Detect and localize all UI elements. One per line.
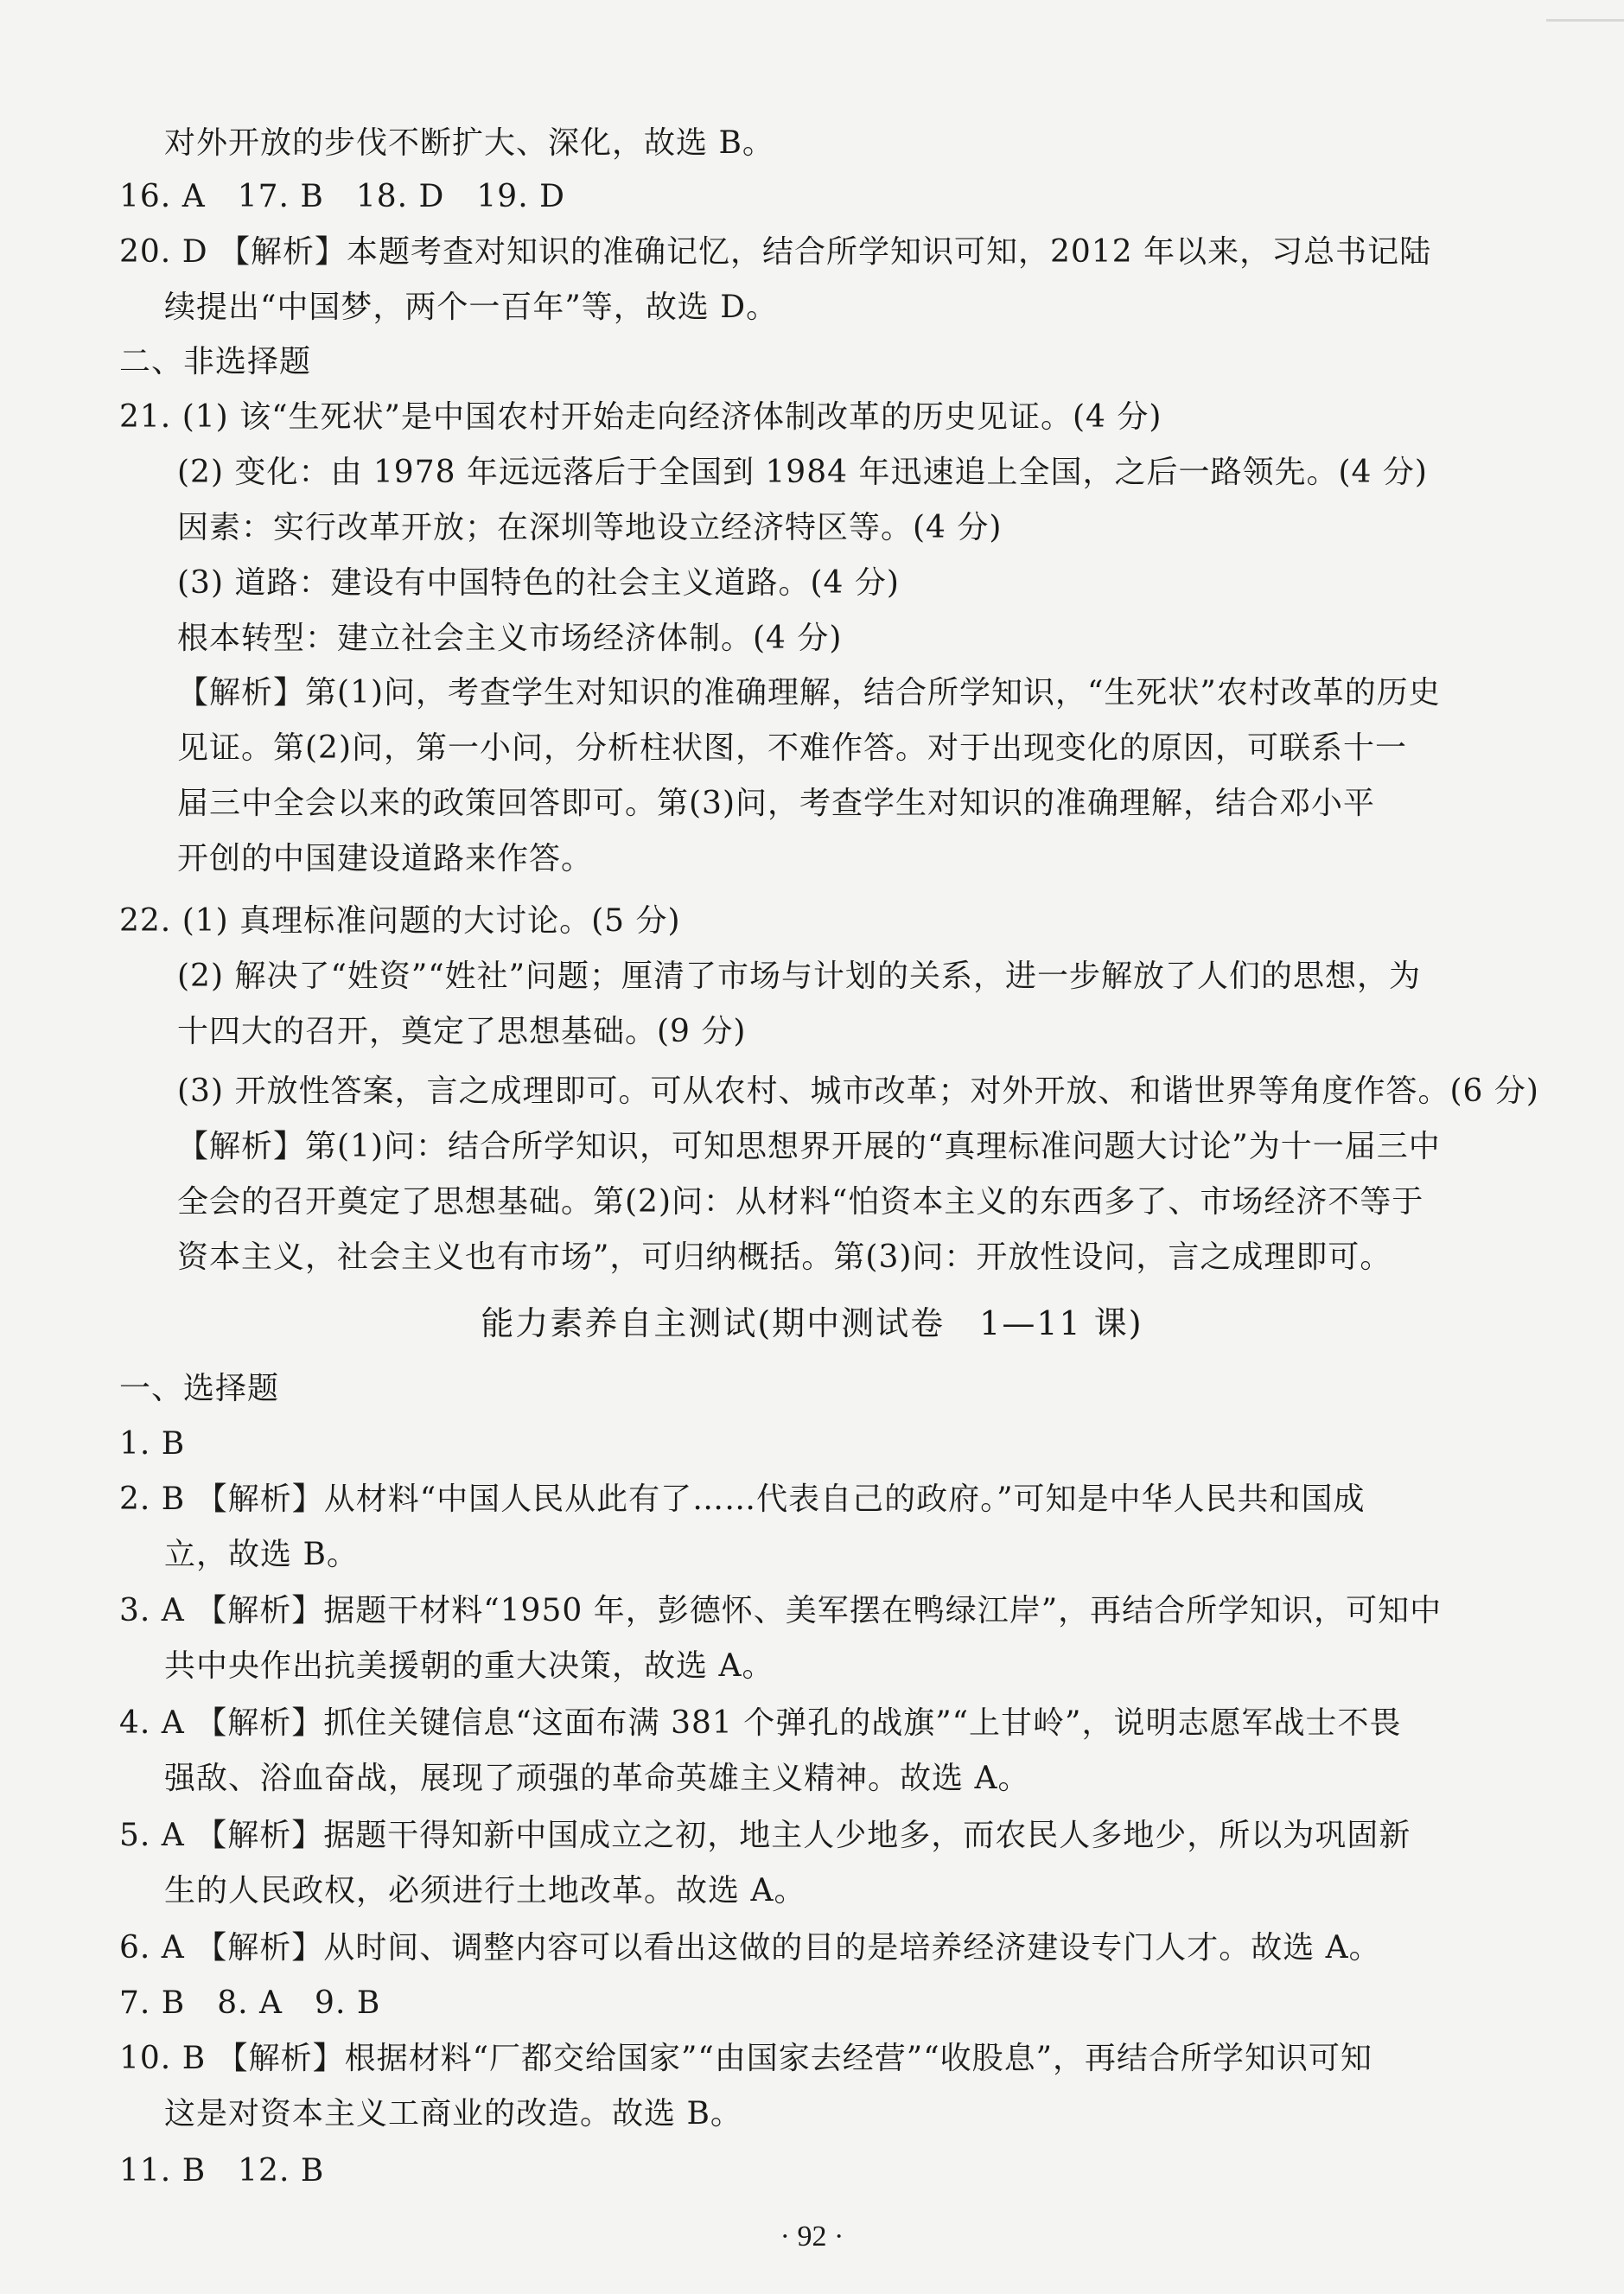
answer-line: 5. A 【解析】据题干得知新中国成立之初，地主人少地多，而农民人多地少，所以为巩固新: [119, 1818, 1411, 1853]
analysis-line: 【解析】第(1)问：结合所学知识，可知思想界开展的“真理标准问题大讨论”为十一届三中: [177, 1129, 1441, 1164]
answer-line: 21. (1) 该“生死状”是中国农村开始走向经济体制改革的历史见证。(4 分): [119, 399, 1162, 435]
analysis-line: 届三中全会以来的政策回答即可。第(3)问，考查学生对知识的准确理解，结合邓小平: [177, 786, 1375, 821]
analysis-line: 【解析】第(1)问，考查学生对知识的准确理解，结合所学知识，“生死状”农村改革的历史: [177, 675, 1441, 711]
answer-line: 3. A 【解析】据题干材料“1950 年，彭德怀、美军摆在鸭绿江岸”，再结合所学知识，可知中: [119, 1593, 1442, 1628]
answer-line: 对外开放的步伐不断扩大、深化，故选 B。: [164, 125, 774, 161]
answer-line: 强敌、浴血奋战，展现了顽强的革命英雄主义精神。故选 A。: [164, 1761, 1030, 1796]
analysis-line: 见证。第(2)问，第一小问，分析柱状图，不难作答。对于出现变化的原因，可联系十一: [177, 730, 1407, 766]
answer-line: (2) 变化：由 1978 年远远落后于全国到 1984 年迅速追上全国，之后一路领先。(4 分): [177, 455, 1428, 490]
answer-line: 22. (1) 真理标准问题的大讨论。(5 分): [119, 903, 681, 939]
answer-line: 7. B 8. A 9. B: [119, 1985, 381, 2021]
page-number: · 92 ·: [780, 2221, 844, 2253]
answer-line: 立，故选 B。: [164, 1537, 359, 1572]
scan-edge-mark: [1546, 19, 1624, 22]
answer-line: 11. B 12. B: [119, 2153, 325, 2189]
answer-line: 这是对资本主义工商业的改造。故选 B。: [164, 2096, 742, 2132]
answer-line: 4. A 【解析】抓住关键信息“这面布满 381 个弹孔的战旗”“上甘岭”，说明志愿军战士不畏: [119, 1705, 1402, 1741]
section-heading: 一、选择题: [119, 1371, 280, 1406]
answer-line: 10. B 【解析】根据材料“厂都交给国家”“由国家去经营”“收股息”，再结合所学知识可知: [119, 2041, 1373, 2076]
analysis-line: 全会的召开奠定了思想基础。第(2)问：从材料“怕资本主义的东西多了、市场经济不等于: [177, 1184, 1424, 1220]
answer-line: 1. B: [119, 1426, 186, 1462]
section-heading: 二、非选择题: [119, 344, 312, 379]
section-title: 能力素养自主测试(期中测试卷 1—11 课): [481, 1304, 1143, 1342]
answer-line: (2) 解决了“姓资”“姓社”问题；厘清了市场与计划的关系，进一步解放了人们的思想，为: [177, 959, 1422, 994]
answer-line: 十四大的召开，奠定了思想基础。(9 分): [177, 1014, 747, 1049]
answer-line: 2. B 【解析】从材料“中国人民从此有了……代表自己的政府。”可知是中华人民共和国成: [119, 1482, 1366, 1517]
answer-line: (3) 道路：建设有中国特色的社会主义道路。(4 分): [177, 565, 900, 601]
analysis-line: 资本主义，社会主义也有市场”，可归纳概括。第(3)问：开放性设问，言之成理即可。: [177, 1239, 1392, 1275]
answer-line: 续提出“中国梦，两个一百年”等，故选 D。: [164, 290, 779, 325]
answer-line: 20. D 【解析】本题考查对知识的准确记忆，结合所学知识可知，2012 年以来，习总书记陆: [119, 234, 1432, 270]
answer-line: 6. A 【解析】从时间、调整内容可以看出这做的目的是培养经济建设专门人才。故选 A。: [119, 1930, 1381, 1966]
answer-line: 共中央作出抗美援朝的重大决策，故选 A。: [164, 1648, 774, 1684]
answer-line: (3) 开放性答案，言之成理即可。可从农村、城市改革；对外开放、和谐世界等角度作答。(6 分): [177, 1074, 1539, 1109]
answer-line: 16. A 17. B 18. D 19. D: [119, 179, 565, 214]
answer-line: 根本转型：建立社会主义市场经济体制。(4 分): [177, 621, 843, 656]
analysis-line: 开创的中国建设道路来作答。: [177, 841, 594, 876]
answer-line: 因素：实行改革开放；在深圳等地设立经济特区等。(4 分): [177, 510, 1003, 545]
answer-line: 生的人民政权，必须进行土地改革。故选 A。: [164, 1873, 806, 1908]
